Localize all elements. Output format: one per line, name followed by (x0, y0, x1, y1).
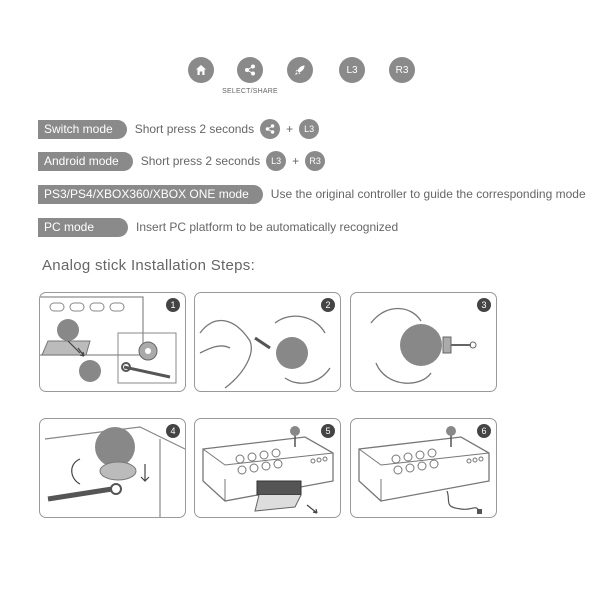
share-button[interactable] (237, 57, 263, 83)
android-mode-badge: Android mode (38, 152, 133, 171)
step-5-number: 5 (321, 424, 335, 438)
step-2-illustration (195, 293, 340, 391)
l3-badge: L3 (266, 151, 286, 171)
top-icon-row (0, 57, 600, 107)
step-1-number: 1 (166, 298, 180, 312)
switch-mode-row (38, 119, 319, 139)
share-icon (260, 119, 280, 139)
step-6-panel (350, 418, 497, 518)
step-5-panel (194, 418, 341, 518)
android-mode-desc: Short press 2 seconds (140, 154, 261, 168)
pc-mode-badge: PC mode (38, 218, 128, 237)
turbo-button[interactable] (287, 57, 313, 83)
step-1-panel (39, 292, 186, 392)
share-icon (243, 63, 257, 77)
step-4-panel (39, 418, 186, 518)
step-2-panel (194, 292, 341, 392)
step-6-illustration (351, 419, 496, 517)
plus-sign: + (292, 154, 300, 168)
l3-badge: L3 (299, 119, 319, 139)
console-mode-row (38, 184, 586, 204)
r3-label: R3 (395, 64, 409, 76)
home-button[interactable] (188, 57, 214, 83)
console-mode-desc: Use the original controller to guide the corresponding mode (270, 187, 586, 201)
r3-button[interactable] (389, 57, 415, 83)
step-3-number: 3 (477, 298, 491, 312)
section-title: Analog stick Installation Steps: (42, 257, 256, 274)
step-4-illustration (40, 419, 185, 517)
l3-label: L3 (346, 64, 358, 76)
switch-mode-desc: Short press 2 seconds (134, 122, 255, 136)
console-mode-badge: PS3/PS4/XBOX360/XBOX ONE mode (38, 185, 263, 204)
step-4-number: 4 (166, 424, 180, 438)
android-mode-row (38, 151, 325, 171)
step-5-illustration (195, 419, 340, 517)
pc-mode-desc: Insert PC platform to be automatically recognized (136, 220, 399, 234)
rocket-icon (293, 63, 307, 77)
l3-button[interactable] (339, 57, 365, 83)
home-icon (194, 63, 208, 77)
select-share-label: SELECT/SHARE (222, 88, 278, 95)
plus-sign: + (286, 122, 294, 136)
step-3-panel (350, 292, 497, 392)
step-1-illustration (40, 293, 185, 391)
step-6-number: 6 (477, 424, 491, 438)
step-2-number: 2 (321, 298, 335, 312)
switch-mode-badge: Switch mode (38, 120, 127, 139)
step-3-illustration (351, 293, 496, 391)
pc-mode-row (38, 217, 398, 237)
r3-badge: R3 (305, 151, 325, 171)
